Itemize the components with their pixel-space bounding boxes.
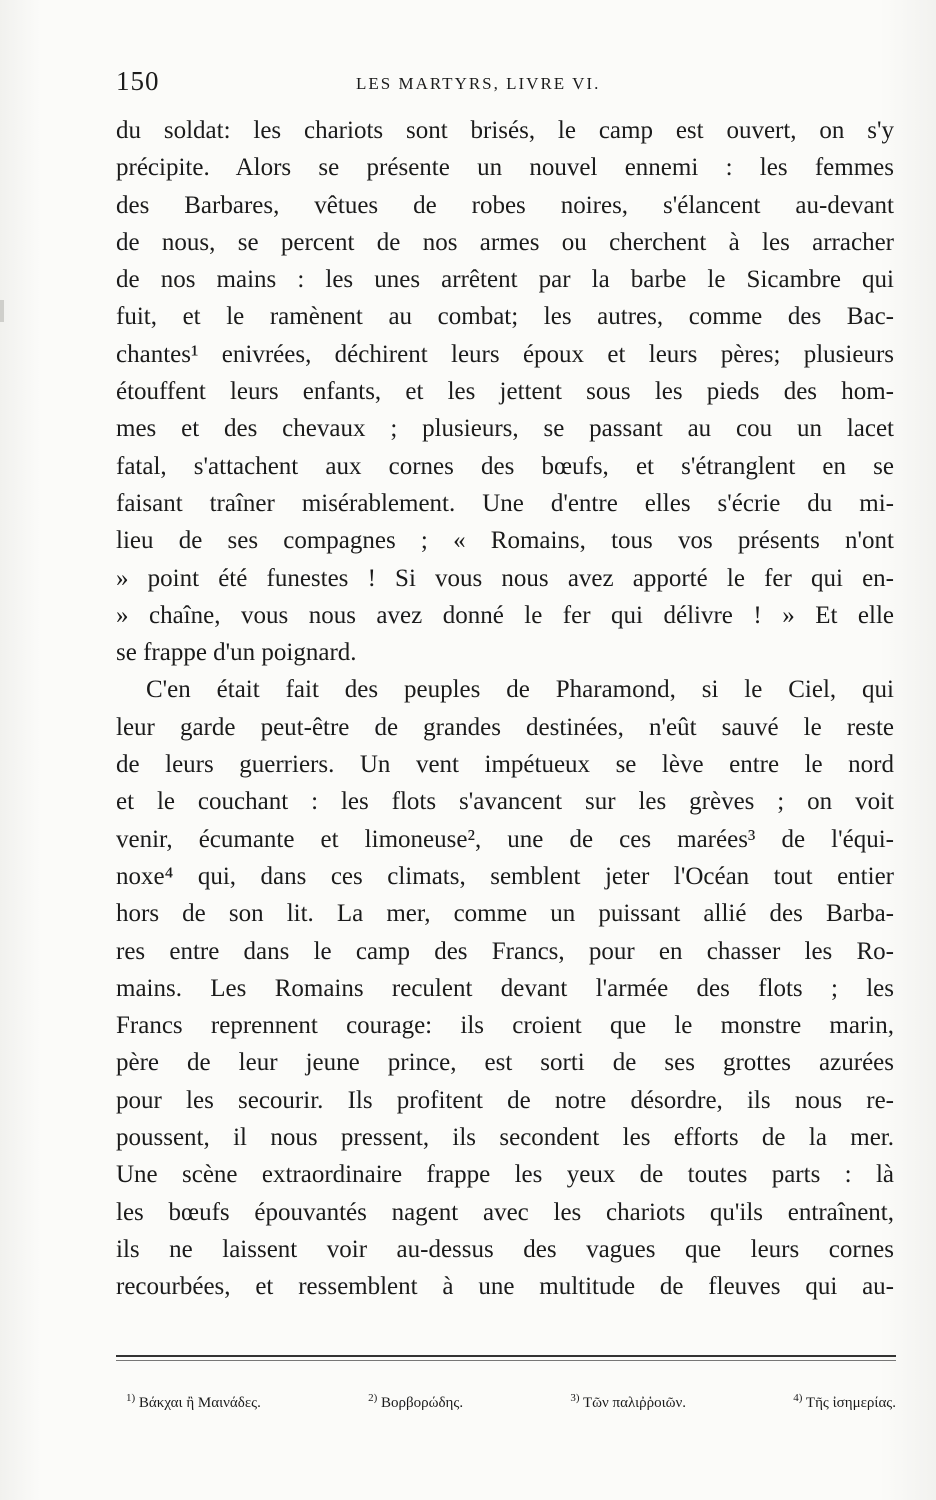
text-line: fatal, s'attachent aux cornes des bœufs, et s'étranglent en se xyxy=(116,452,894,480)
page-number: 150 xyxy=(116,66,160,96)
text-line: recourbées, et ressemblent à une multitude de fleuves qui au- xyxy=(116,1273,894,1301)
text-line: venir, écumante et limoneuse², une de ces marées³ de l'équi- xyxy=(116,825,894,853)
text-line: de nos mains : les unes arrêtent par la barbe le Sicambre qui xyxy=(116,266,894,294)
text-line: père de leur jeune prince, est sorti de ses grottes azurées xyxy=(116,1049,894,1077)
text-line: fuit, et le ramènent au combat; les autres, comme des Bac- xyxy=(116,303,894,331)
text-line: Une scène extraordinaire frappe les yeux de toutes parts : là xyxy=(116,1161,894,1189)
footnote-text: Βάκχαι ἢ Μαινάδες. xyxy=(138,1395,261,1411)
text-line: les bœufs épouvantés nagent avec les chariots qu'ils entraînent, xyxy=(116,1198,894,1226)
text-line: leur garde peut-être de grandes destinées, n'eût sauvé le reste xyxy=(116,713,894,741)
text-line: se frappe d'un poignard. xyxy=(116,639,357,667)
footnote-text: Τῆς ἰσημερίας. xyxy=(805,1395,896,1411)
text-line: » point été funestes ! Si vous nous avez apporté le fer qui en- xyxy=(116,564,894,592)
text-line: précipite. Alors se présente un nouvel ennemi : les femmes xyxy=(116,154,894,182)
footnote-4 xyxy=(793,1392,896,1416)
text-line: » chaîne, vous nous avez donné le fer qui délivre ! » Et elle xyxy=(116,601,894,629)
text-line: Francs reprennent courage: ils croient que le monstre marin, xyxy=(116,1012,894,1040)
text-line: noxe⁴ qui, dans ces climats, semblent jeter l'Océan tout entier xyxy=(116,862,894,890)
text-line: lieu de ses compagnes ; « Romains, tous vos présents n'ont xyxy=(116,527,894,555)
page-edge-mark xyxy=(0,300,4,322)
text-line: faisant traîner misérablement. Une d'entre elles s'écrie du mi- xyxy=(116,489,894,517)
footnote-mark: 2) xyxy=(368,1392,378,1404)
running-title: LES MARTYRS, LIVRE VI. xyxy=(356,74,601,93)
footnote-text: Τῶν παλιῤῥοιῶν. xyxy=(582,1395,687,1411)
footnote-3 xyxy=(570,1392,686,1416)
text-line: chantes¹ enivrées, déchirent leurs époux et leurs pères; plusieurs xyxy=(116,340,894,368)
footnote-mark: 3) xyxy=(570,1392,580,1404)
footnote-mark: 1) xyxy=(126,1392,136,1404)
running-head xyxy=(116,66,896,106)
footnote-rule-thin xyxy=(116,1360,896,1361)
text-line: mes et des chevaux ; plusieurs, se passant au cou un lacet xyxy=(116,415,894,443)
text-line: poussent, il nous pressent, ils secondent les efforts de la mer. xyxy=(116,1124,894,1152)
text-line: de leurs guerriers. Un vent impétueux se lève entre le nord xyxy=(116,751,894,779)
text-line: du soldat: les chariots sont brisés, le camp est ouvert, on s'y xyxy=(116,117,894,144)
text-line: des Barbares, vêtues de robes noires, s'élancent au-devant xyxy=(116,191,894,219)
footnote-text: Βορβορώδης. xyxy=(381,1395,464,1411)
text-line: ils ne laissent voir au-dessus des vagues que leurs cornes xyxy=(116,1235,894,1263)
text-line: pour les secourir. Ils profitent de notre désordre, ils nous re- xyxy=(116,1086,894,1114)
text-line: C'en était fait des peuples de Pharamond, si le Ciel, qui xyxy=(146,676,894,704)
text-line: res entre dans le camp des Francs, pour en chasser les Ro- xyxy=(116,937,894,965)
text-line: hors de son lit. La mer, comme un puissant allié des Barba- xyxy=(116,900,894,928)
text-line: et le couchant : les flots s'avancent sur les grèves ; on voit xyxy=(116,788,894,816)
footnote-2 xyxy=(368,1392,463,1416)
footnote-rule xyxy=(116,1355,896,1357)
text-line: étouffent leurs enfants, et les jettent sous les pieds des hom- xyxy=(116,378,894,406)
text-line: mains. Les Romains reculent devant l'armée des flots ; les xyxy=(116,974,894,1002)
footnotes xyxy=(126,1392,896,1416)
body-text xyxy=(116,112,894,1306)
footnote-1 xyxy=(126,1392,261,1416)
text-line: de nous, se percent de nos armes ou cherchent à les arracher xyxy=(116,228,894,256)
footnote-mark: 4) xyxy=(793,1392,803,1404)
